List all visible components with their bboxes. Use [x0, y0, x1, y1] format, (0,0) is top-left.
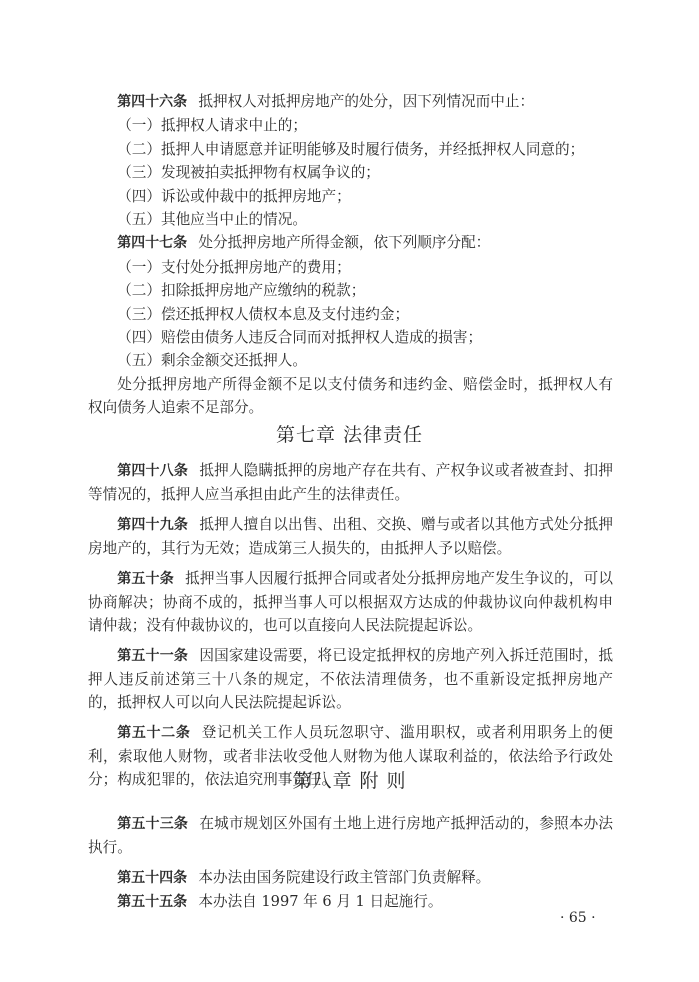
- list-item: （三）发现被拍卖抵押物有权属争议的；: [117, 164, 380, 182]
- article-51: 第五十一条 因国家建设需要，将已设定抵押权的房地产列入拆迁范围时，抵押人违反前述第三十八条的规定，不依法清理债务，也不重新设定抵押房地产的，抵押权人可以向人民法院提起诉讼。: [88, 647, 613, 711]
- list-item: （四）诉讼或仲裁中的抵押房地产；: [117, 187, 351, 205]
- closing-paragraph: 处分抵押房地产所得金额不足以支付债务和违约金、赔偿金时，抵押权人有权向债务人追索不足部分。: [88, 375, 613, 417]
- list-item: （一）抵押权人请求中止的；: [117, 117, 307, 135]
- list-item: （一）支付处分抵押房地产的费用；: [117, 258, 351, 276]
- chapter-7-body: [88, 459, 613, 798]
- article-52: 第五十二条 登记机关工作人员玩忽职守、滥用职权，或者利用职务上的便利，索取他人财物，或者非法收受他人财物为他人谋取利益的，依法给予行政处分；构成犯罪的，依法追究刑事责任。: [88, 724, 613, 788]
- article-55: 第五十五条 本办法自 1997 年 6 月 1 日起施行。: [117, 893, 443, 910]
- chapter-7-title: 第七章 法律责任: [275, 424, 424, 446]
- chapter-8-body: [88, 812, 613, 921]
- list-item: （三）偿还抵押权人债权本息及支付违约金；: [117, 305, 410, 323]
- section-articles-46-47: [88, 90, 613, 420]
- article-46: 第四十六条 抵押权人对抵押房地产的处分，因下列情况而中止：: [117, 93, 535, 110]
- article-53: 第五十三条 在城市规划区外国有土地上进行房地产抵押活动的，参照本办法执行。: [88, 815, 613, 856]
- page-number: · 65 ·: [560, 910, 596, 926]
- article-49: 第四十九条 抵押人擅自以出售、出租、交换、赠与或者以其他方式处分抵押房地产的，其行为无效；造成第三人损失的，由抵押人予以赔偿。: [88, 516, 613, 557]
- list-item: （五）其他应当中止的情况。: [117, 211, 307, 229]
- chapter-8-title: 第八章 附 则: [292, 770, 407, 792]
- article-48: 第四十八条 抵押人隐瞒抵押的房地产存在共有、产权争议或者被查封、扣押等情况的，抵押人应当承担由此产生的法律责任。: [88, 462, 613, 503]
- list-item: （二）扣除抵押房地产应缴纳的税款；: [117, 282, 366, 300]
- list-item: （五）剩余金额交还抵押人。: [117, 352, 307, 370]
- article-47: 第四十七条 处分抵押房地产所得金额，依下列顺序分配：: [117, 234, 491, 252]
- article-54: 第五十四条 本办法由国务院建设行政主管部门负责解释。: [117, 869, 491, 886]
- article-50: 第五十条 抵押当事人因履行抵押合同或者处分抵押房地产发生争议的，可以协商解决；协商不成的，抵押当事人可以根据双方达成的仲裁协议向仲裁机构申请仲裁；没有仲裁协议的，也可以直接向人民法院提起诉讼。: [88, 570, 614, 634]
- list-item: （四）赔偿由债务人违反合同而对抵押权人造成的损害；: [117, 329, 483, 347]
- list-item: （二）抵押人申请愿意并证明能够及时履行债务，并经抵押权人同意的；: [117, 140, 585, 158]
